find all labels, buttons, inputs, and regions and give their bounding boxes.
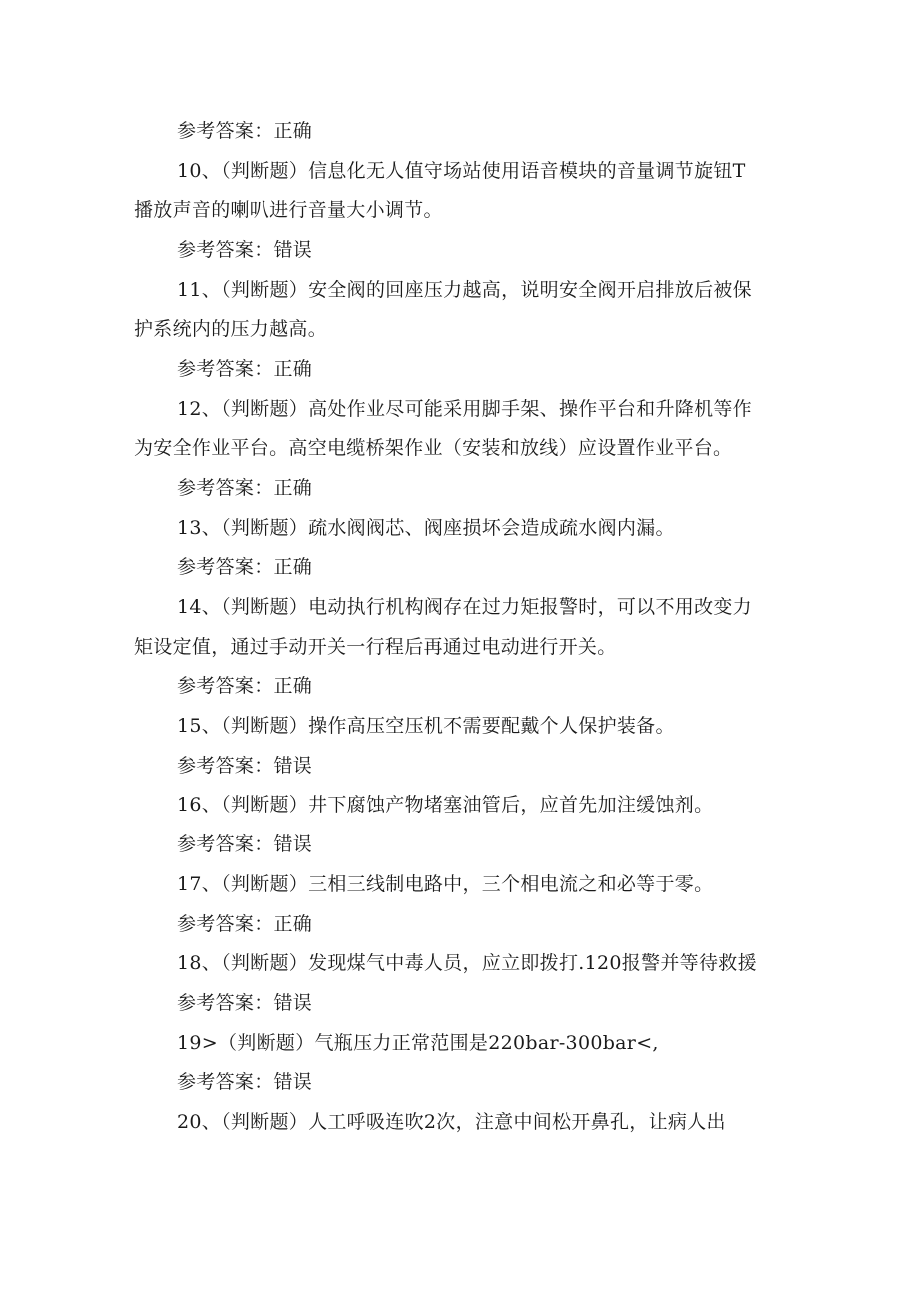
question-line: 19>（判断题）气瓶压力正常范围是220bar-300bar<, bbox=[177, 1032, 659, 1054]
answer-line: 参考答案：正确 bbox=[177, 913, 313, 935]
answer-line: 参考答案：错误 bbox=[177, 833, 313, 855]
answer-line: 参考答案：正确 bbox=[177, 556, 313, 578]
answer-line: 参考答案：错误 bbox=[177, 992, 313, 1014]
question-line-continued: 矩设定值，通过手动开关一行程后再通过电动进行开关。 bbox=[134, 636, 617, 658]
question-line: 17、（判断题）三相三线制电路中，三个相电流之和必等于零。 bbox=[177, 873, 714, 895]
answer-line: 参考答案：正确 bbox=[177, 675, 313, 697]
question-line-continued: 为安全作业平台。高空电缆桥架作业（安装和放线）应设置作业平台。 bbox=[134, 437, 733, 459]
answer-line: 参考答案：错误 bbox=[177, 755, 313, 777]
question-line: 18、（判断题）发现煤气中毒人员，应立即拨打.120报警并等待救援 bbox=[177, 952, 757, 974]
answer-line: 参考答案：正确 bbox=[177, 477, 313, 499]
answer-line: 参考答案：正确 bbox=[177, 120, 313, 142]
question-line: 14、（判断题）电动执行机构阀存在过力矩报警时，可以不用改变力 bbox=[177, 596, 752, 618]
question-line: 20、（判断题）人工呼吸连吹2次，注意中间松开鼻孔，让病人出 bbox=[177, 1111, 726, 1133]
question-line: 12、（判断题）高处作业尽可能采用脚手架、操作平台和升降机等作 bbox=[177, 398, 752, 420]
question-line: 15、（判断题）操作高压空压机不需要配戴个人保护装备。 bbox=[177, 715, 675, 737]
question-line: 10、（判断题）信息化无人值守场站使用语音模块的音量调节旋钮T bbox=[177, 160, 746, 182]
question-line: 13、（判断题）疏水阀阀芯、阀座损坏会造成疏水阀内漏。 bbox=[177, 517, 675, 539]
question-line-continued: 护系统内的压力越高。 bbox=[134, 318, 328, 340]
question-line: 16、（判断题）井下腐蚀产物堵塞油管后，应首先加注缓蚀剂。 bbox=[177, 794, 714, 816]
question-line: 11、（判断题）安全阀的回座压力越高，说明安全阀开启排放后被保 bbox=[177, 279, 752, 301]
answer-line: 参考答案：正确 bbox=[177, 358, 313, 380]
question-line-continued: 播放声音的喇叭进行音量大小调节。 bbox=[134, 199, 443, 221]
answer-line: 参考答案：错误 bbox=[177, 1071, 313, 1093]
answer-line: 参考答案：错误 bbox=[177, 239, 313, 261]
